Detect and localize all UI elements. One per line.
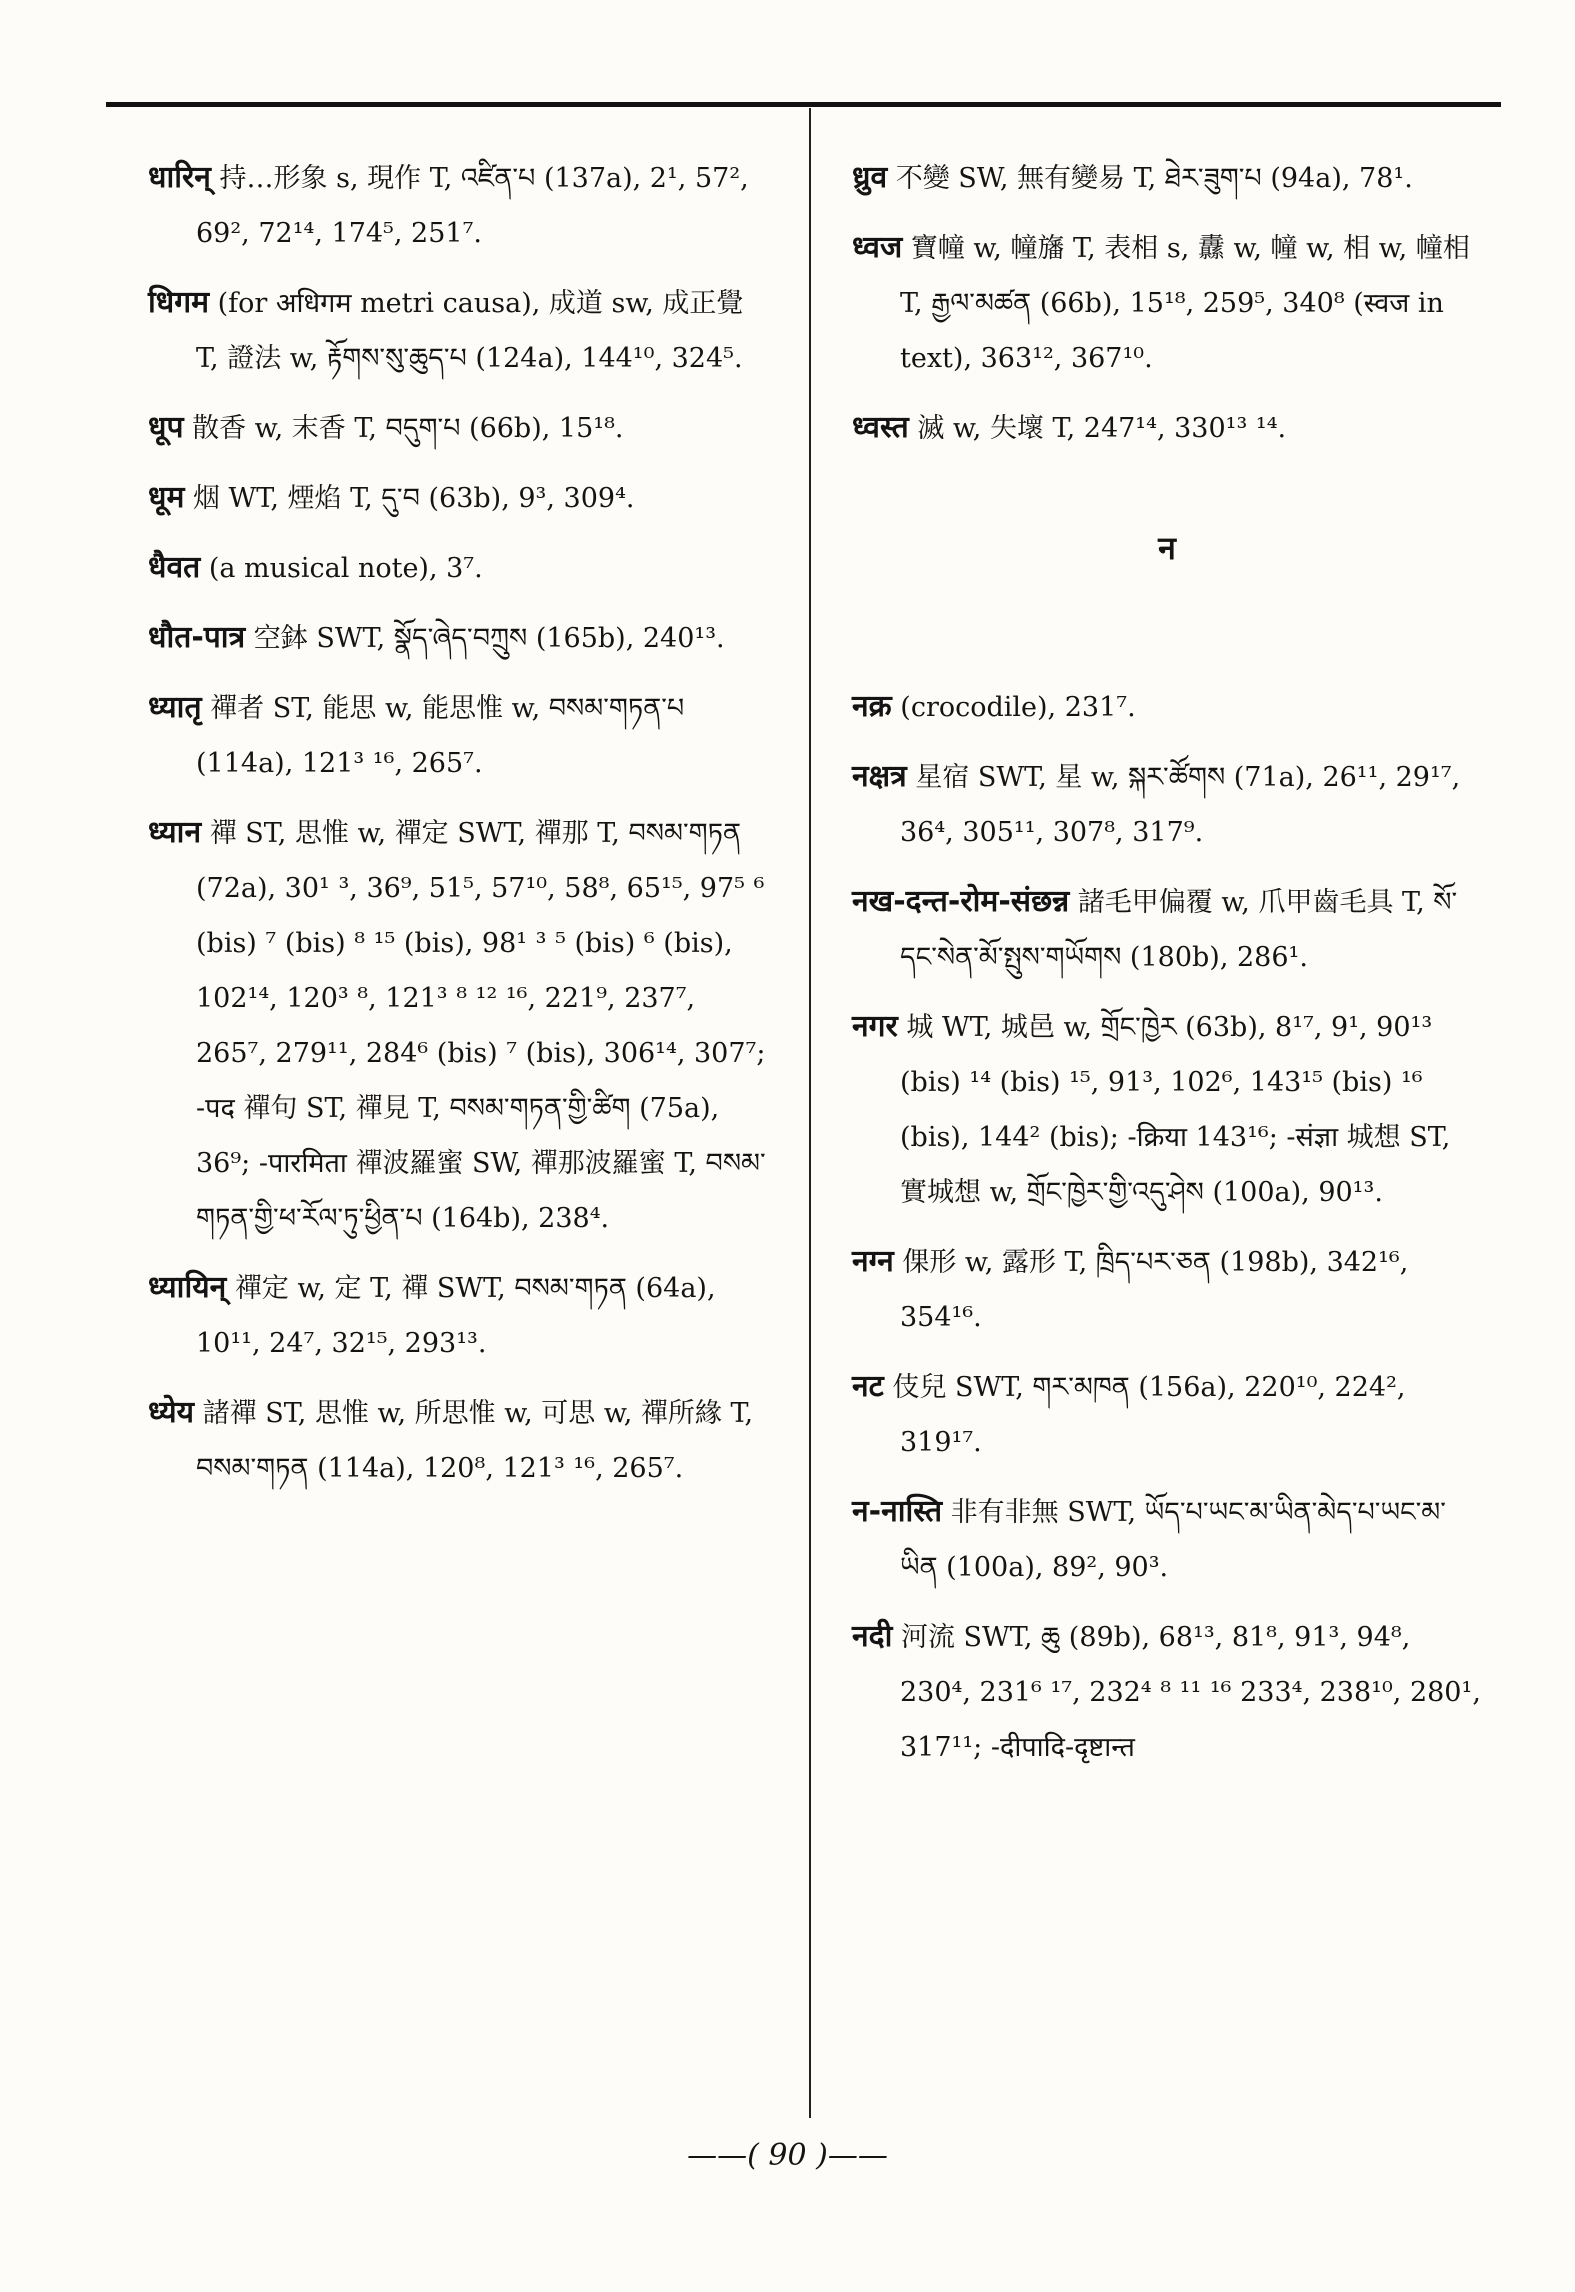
entry-body: 寶幢 w, 幢旛 T, 表相 s, 纛 w, 幢 w, 相 w, 幢相 T, རྒྱལ་མཚན (66b), 15¹⁸, 259⁵, 340⁸ (स्वज in text), 363¹², 367¹⁰. xyxy=(900,233,1470,374)
dictionary-entry-nanasti xyxy=(852,1484,1482,1595)
dictionary-entry-nagara xyxy=(852,999,1482,1220)
headword: धारिन् xyxy=(148,160,211,195)
section-heading-na: न xyxy=(1158,529,1176,567)
right-column xyxy=(852,150,1482,1789)
headword: नक्षत्र xyxy=(852,759,907,794)
entry-body: 伎兒 SWT, གར་མཁན (156a), 220¹⁰, 224², 319¹⁷. xyxy=(883,1372,1406,1458)
headword: धौत-पात्र xyxy=(148,620,246,655)
dictionary-entry-dharin xyxy=(148,150,768,261)
headword: धिगम xyxy=(148,285,210,320)
dictionary-entry-nagna xyxy=(852,1234,1482,1345)
right-column-top-entries xyxy=(852,150,1482,456)
headword: धूप xyxy=(148,410,184,445)
headword: ध्यायिन् xyxy=(148,1270,227,1305)
entry-body: 禪 ST, 思惟 w, 禪定 SWT, 禪那 T, བསམ་གཏན (72a), 30¹ ³, 36⁹, 51⁵, 57¹⁰, 58⁸, 65¹⁵, 97⁵ ⁶ (bis) ⁷ (bis) ⁸ ¹⁵ (bis), 98¹ ³ ⁵ (bis) ⁶ (bis), 102¹⁴, 120³ ⁸, 121³ ⁸ ¹² ¹⁶, 221⁹, 237⁷, 265⁷, 279¹¹, 284⁶ (bis) ⁷ (bis), 306¹⁴, 307⁷; -पद 禪句 ST, 禪見 T, བསམ་གཏན་གྱི་ཚིག (75a), 36⁹; -पारमिता 禪波羅蜜 SW, 禪那波羅蜜 T, བསམ་གཏན་གྱི་ཕ་རོལ་ཏུ་ཕྱིན་པ (164b), 238⁴. xyxy=(196,818,766,1234)
entry-body: 滅 w, 失壞 T, 247¹⁴, 330¹³ ¹⁴. xyxy=(908,413,1287,444)
dictionary-entry-dhuma xyxy=(148,470,768,526)
dictionary-entry-dhaivata xyxy=(148,540,768,596)
right-column-bottom-entries xyxy=(852,679,1482,1775)
dictionary-entry-nakra xyxy=(852,679,1482,735)
dictionary-entry-dhvaja xyxy=(852,220,1482,386)
page-number: ——( 90 )—— xyxy=(687,2138,888,2173)
column-divider xyxy=(809,108,811,2118)
entry-body: 河流 SWT, ཆུ (89b), 68¹³, 81⁸, 91³, 94⁸, 230⁴, 231⁶ ¹⁷, 232⁴ ⁸ ¹¹ ¹⁶ 233⁴, 238¹⁰, 280¹, 317¹¹; -दीपादि-दृष्टान्त xyxy=(892,1622,1481,1763)
entry-body: 禪定 w, 定 T, 禪 SWT, བསམ་གཏན (64a), 10¹¹, 24⁷, 32¹⁵, 293¹³. xyxy=(196,1273,716,1359)
entry-body: (crocodile), 231⁷. xyxy=(891,692,1136,723)
dictionary-entry-dhautapatra xyxy=(148,610,768,666)
entry-body: 城 WT, 城邑 w, གྲོང་ཁྱེར (63b), 8¹⁷, 9¹, 90¹³ (bis) ¹⁴ (bis) ¹⁵, 91³, 102⁶, 143¹⁵ (bis) ¹⁶ (bis), 144² (bis); -क्रिया 143¹⁶; -संज्ञा 城想 ST, 實城想 w, གྲོང་ཁྱེར་གྱི་འདུ་ཤེས (100a), 90¹³. xyxy=(897,1012,1451,1208)
dictionary-entry-nata xyxy=(852,1359,1482,1470)
headword: नख-दन्त-रोम-संछन्न xyxy=(852,884,1070,919)
entry-body: 諸禪 ST, 思惟 w, 所思惟 w, 可思 w, 禪所緣 T, བསམ་གཏན (114a), 120⁸, 121³ ¹⁶, 265⁷. xyxy=(194,1398,754,1484)
dictionary-entry-dhigama xyxy=(148,275,768,386)
headword: नग्न xyxy=(852,1244,894,1279)
entry-body: 星宿 SWT, 星 w, སྐར་ཚོགས (71a), 26¹¹, 29¹⁷, 36⁴, 305¹¹, 307⁸, 317⁹. xyxy=(900,762,1461,848)
headword: ध्यान xyxy=(148,815,202,850)
dictionary-entry-dhruva xyxy=(852,150,1482,206)
headword: धैवत xyxy=(148,550,201,585)
entry-body: 空鉢 SWT, སྣོད་ཞེད་བཀྲུས (165b), 240¹³. xyxy=(245,623,725,654)
dictionary-entry-nadi xyxy=(852,1609,1482,1775)
entry-body: 持…形象 s, 現作 T, འཛིན་པ (137a), 2¹, 57², 69², 72¹⁴, 174⁵, 251⁷. xyxy=(196,163,749,249)
entry-body: (a musical note), 3⁷. xyxy=(200,553,483,584)
entry-body: 非有非無 SWT, ཡོད་པ་ཡང་མ་ཡིན་མེད་པ་ཡང་མ་ཡིན (100a), 89², 90³. xyxy=(900,1497,1446,1583)
entry-body: 烟 WT, 煙焰 T, དུ་བ (63b), 9³, 309⁴. xyxy=(184,483,635,514)
left-column xyxy=(148,150,768,1510)
dictionary-entry-dhvasta xyxy=(852,400,1482,456)
dictionary-entry-dhyayin xyxy=(148,1260,768,1371)
dictionary-entry-dhyana xyxy=(148,805,768,1246)
headword: नदी xyxy=(852,1619,893,1654)
headword: ध्येय xyxy=(148,1395,195,1430)
dictionary-entry-nakhadanta xyxy=(852,874,1482,985)
headword: ध्वस्त xyxy=(852,410,909,445)
entry-body: 不變 SW, 無有變易 T, ཐེར་ཟུག་པ (94a), 78¹. xyxy=(887,163,1413,194)
top-rule xyxy=(106,102,1501,107)
headword: नक्र xyxy=(852,689,892,724)
dictionary-entry-dhyatr xyxy=(148,680,768,791)
entry-body: 諸毛甲偏覆 w, 爪甲齒毛具 T, སོ་དང་སེན་མོ་སྤུས་གཡོགས (180b), 286¹. xyxy=(900,887,1458,973)
entry-body: 散香 w, 末香 T, བདུག་པ (66b), 15¹⁸. xyxy=(183,413,624,444)
headword: ध्रुव xyxy=(852,160,888,195)
headword: नगर xyxy=(852,1009,898,1044)
dictionary-entry-naksatra xyxy=(852,749,1482,860)
headword: नट xyxy=(852,1369,884,1404)
entry-body: 禪者 ST, 能思 w, 能思惟 w, བསམ་གཏན་པ (114a), 121³ ¹⁶, 265⁷. xyxy=(196,693,685,779)
entry-body: (for अधिगम metri causa), 成道 sw, 成正覺 T, 證法 w, རྟོགས་སུ་ཆུད་པ (124a), 144¹⁰, 324⁵. xyxy=(196,288,744,374)
headword: ध्यातृ xyxy=(148,690,202,725)
headword: न-नास्ति xyxy=(852,1494,943,1529)
dictionary-entry-dhyeya xyxy=(148,1385,768,1496)
entry-body: 倮形 w, 露形 T, ཁྲིད་པར་ཅན (198b), 342¹⁶, 354¹⁶. xyxy=(893,1247,1409,1333)
dictionary-entry-dhupa xyxy=(148,400,768,456)
headword: धूम xyxy=(148,480,185,515)
headword: ध्वज xyxy=(852,230,903,265)
